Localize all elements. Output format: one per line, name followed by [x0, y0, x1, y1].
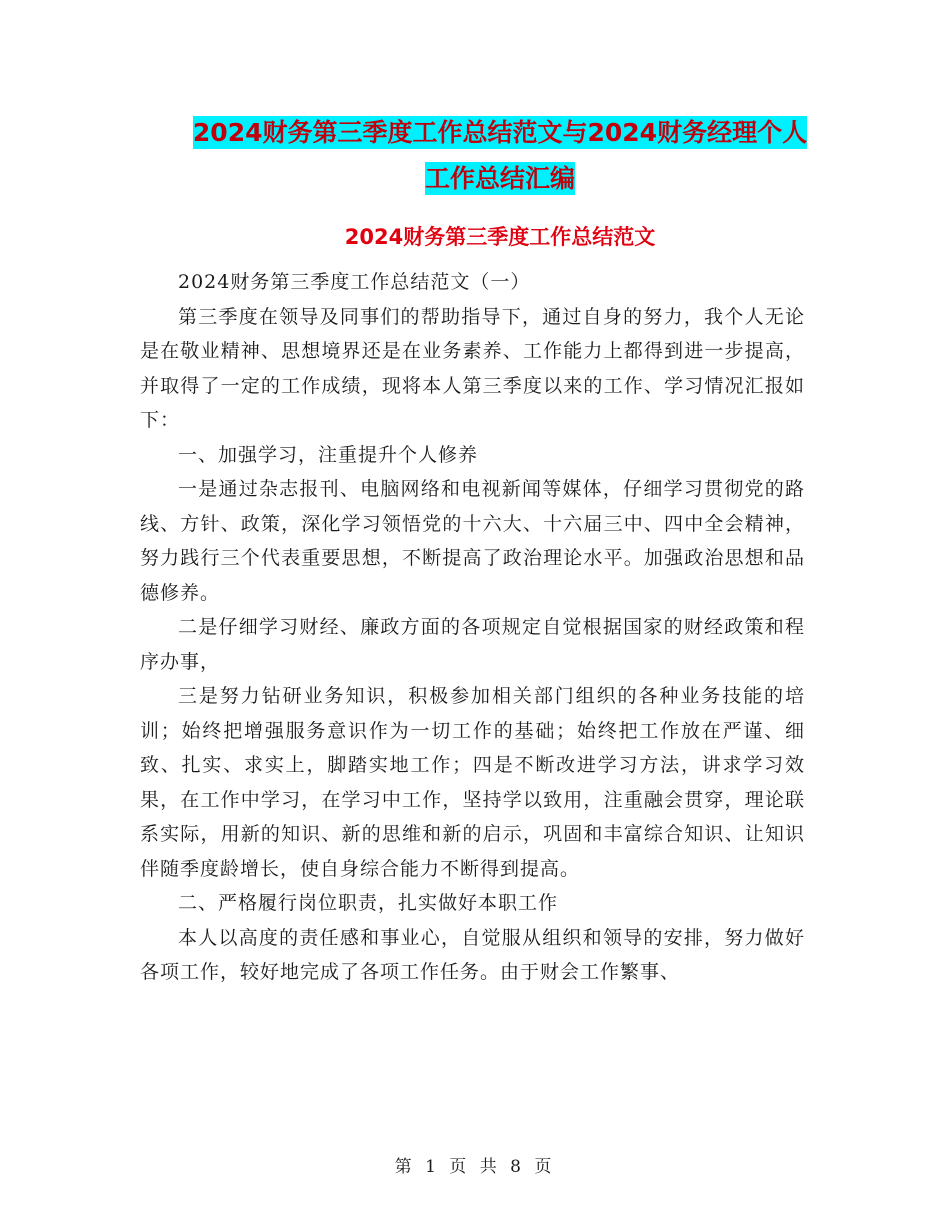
paragraph-duties: 本人以高度的责任感和事业心，自觉服从组织和领导的安排，努力做好各项工作，较好地完成了各项工作任务。由于财会工作繁事、 — [140, 926, 805, 983]
paragraph-heading-2: 二、严格履行岗位职责，扎实做好本职工作 — [178, 892, 559, 914]
paragraph-subtitle: 2024财务第三季度工作总结范文（一） — [178, 271, 531, 293]
section-title: 2024财务第三季度工作总结范文 — [344, 225, 656, 249]
page-footer: 第 1 页 共 8 页 — [394, 1157, 556, 1177]
paragraph-point-1: 一是通过杂志报刊、电脑网络和电视新闻等媒体，仔细学习贯彻党的路线、方针、政策，深化学习领悟党的十六大、十六届三中、四中全会精神，努力践行三个代表重要思想，不断提高了政治理论水平。加强政治思想和品德修养。 — [140, 478, 805, 604]
document-title-line-2: 工作总结汇编 — [424, 164, 575, 193]
document-title — [140, 110, 860, 202]
paragraph-heading-1: 一、加强学习，注重提升个人修养 — [178, 443, 479, 466]
paragraph-intro: 第三季度在领导及同事们的帮助指导下，通过自身的努力，我个人无论是在敬业精神、思想境界还是在业务素养、工作能力上都得到进一步提高，并取得了一定的工作成绩，现将本人第三季度以来的工作、学习情况汇报如下： — [140, 305, 805, 431]
document-body — [140, 265, 805, 990]
document-title-line-1: 2024财务第三季度工作总结范文与2024财务经理个人 — [192, 118, 808, 147]
paragraph-point-2: 二是仔细学习财经、廉政方面的各项规定自觉根据国家的财经政策和程序办事， — [140, 616, 805, 673]
paragraph-point-3: 三是努力钻研业务知识，积极参加相关部门组织的各种业务技能的培训；始终把增强服务意识作为一切工作的基础；始终把工作放在严谨、细致、扎实、求实上，脚踏实地工作；四是不断改进学习方法，讲求学习效果，在工作中学习，在学习中工作，坚持学以致用，注重融会贯穿，理论联系实际，用新的知识、新的思维和新的启示，巩固和丰富综合知识、让知识伴随季度龄增长，使自身综合能力不断得到提高。 — [140, 685, 805, 880]
